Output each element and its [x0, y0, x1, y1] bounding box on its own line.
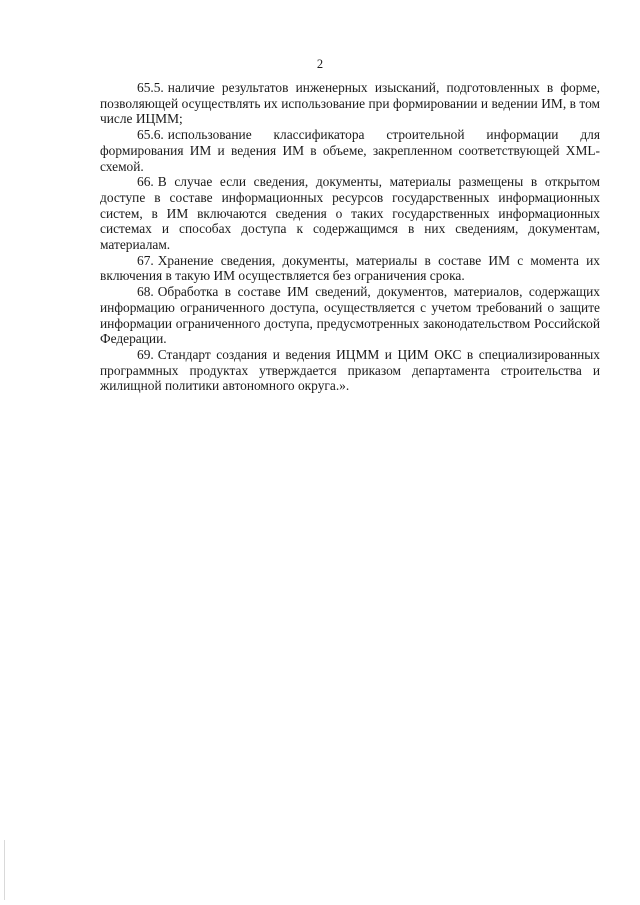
paragraph-text: Хранение сведения, документы, материалы в составе ИМ с момента их включения в такую ИМ осуществляется без ограничения срока. — [100, 252, 600, 284]
paragraph-text: использование классификатора строительной информации для формирования ИМ и ведения ИМ в объеме, закрепленном соответствующей XML-схемой. — [100, 127, 600, 174]
paragraph-67 — [100, 253, 600, 284]
paragraph-69 — [100, 347, 600, 394]
paragraph-text: Обработка в составе ИМ сведений, документов, материалов, содержащих информацию ограниченного доступа, осуществляется с учетом требований о защите информации ограниченного доступа, предусмотренных законодательством Российской Федерации. — [100, 284, 600, 347]
paragraph-65-6 — [100, 127, 600, 174]
paragraph-number: 67. — [137, 252, 154, 268]
paragraph-number: 65.5. — [137, 80, 164, 95]
paragraph-text: наличие результатов инженерных изысканий, подготовленных в форме, позволяющей осуществлять их использование при формировании и ведении ИМ, в том числе ИЦММ; — [100, 80, 600, 127]
scan-edge-shadow — [4, 840, 5, 900]
paragraph-65-5 — [100, 80, 600, 127]
paragraph-68 — [100, 284, 600, 347]
paragraph-number: 68. — [137, 284, 154, 300]
paragraph-number: 65.6. — [137, 127, 164, 143]
paragraph-number: 69. — [137, 346, 154, 362]
document-body — [100, 80, 600, 394]
paragraph-number: 66. — [137, 174, 154, 190]
page-number: 2 — [316, 57, 324, 71]
paragraph-66 — [100, 174, 600, 253]
paragraph-text: Стандарт создания и ведения ИЦММ и ЦИМ ОКС в специализированных программных продуктах утверждается приказом департамента строительства и жилищной политики автономного округа.». — [100, 346, 600, 394]
paragraph-text: В случае если сведения, документы, материалы размещены в открытом доступе в составе информационных ресурсов государственных информационных систем, в ИМ включаются сведения о таких государственных информационных системах и способах доступа к содержащимся в них сведениям, документам, материалам. — [100, 174, 600, 253]
